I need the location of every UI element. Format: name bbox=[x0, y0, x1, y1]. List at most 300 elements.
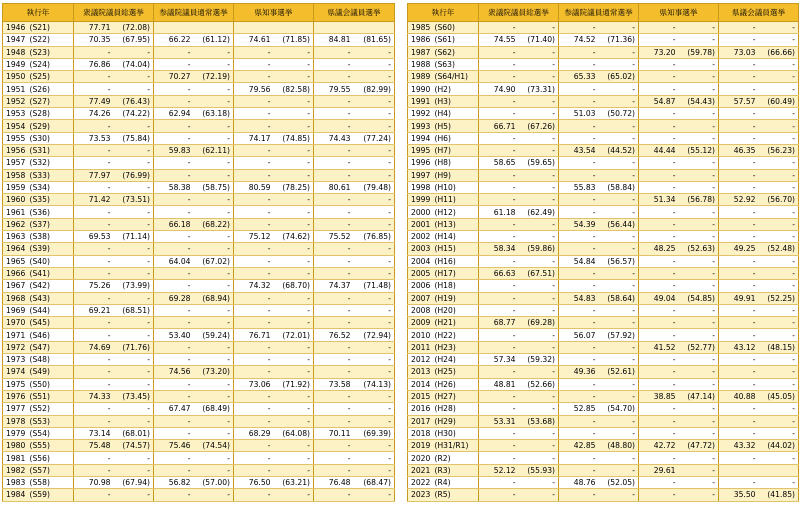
cell-assembly-prev: - bbox=[759, 476, 799, 488]
cell-year: 1974 bbox=[3, 366, 28, 378]
cell-councillors-prev: - bbox=[599, 452, 639, 464]
cell-governor-prev: - bbox=[274, 403, 314, 415]
cell-governor-rate: - bbox=[234, 169, 274, 181]
cell-year: 1993 bbox=[408, 120, 433, 132]
cell-governor-prev: - bbox=[679, 476, 719, 488]
cell-assembly-rate: - bbox=[719, 169, 759, 181]
cell-governor-prev: - bbox=[274, 366, 314, 378]
cell-assembly-prev: (66.66) bbox=[759, 46, 799, 58]
cell-representatives-rate: - bbox=[479, 390, 519, 402]
cell-councillors-rate: 58.38 bbox=[154, 181, 194, 193]
cell-assembly-rate: - bbox=[314, 341, 354, 353]
cell-assembly-rate: 73.58 bbox=[314, 378, 354, 390]
cell-councillors-rate: 48.76 bbox=[559, 476, 599, 488]
cell-year: 1978 bbox=[3, 415, 28, 427]
table-row bbox=[3, 71, 395, 83]
cell-representatives-rate: - bbox=[479, 58, 519, 70]
cell-councillors-rate: 54.83 bbox=[559, 292, 599, 304]
cell-councillors-rate: - bbox=[559, 120, 599, 132]
table-row bbox=[3, 464, 395, 476]
cell-governor-rate: - bbox=[234, 194, 274, 206]
cell-governor-prev: - bbox=[679, 169, 719, 181]
cell-representatives-rate: 66.63 bbox=[479, 267, 519, 279]
table-row bbox=[408, 108, 799, 120]
table-row bbox=[3, 403, 395, 415]
table-row bbox=[3, 120, 395, 132]
cell-assembly-prev: - bbox=[759, 83, 799, 95]
cell-governor-rate: 80.59 bbox=[234, 181, 274, 193]
cell-year: 2020 bbox=[408, 452, 433, 464]
table-row bbox=[408, 231, 799, 243]
cell-representatives-prev: - bbox=[519, 169, 559, 181]
cell-councillors-rate: 51.03 bbox=[559, 108, 599, 120]
cell-councillors-rate: - bbox=[154, 267, 194, 279]
cell-year: 1977 bbox=[3, 403, 28, 415]
cell-assembly-rate bbox=[314, 22, 354, 34]
table-row bbox=[408, 304, 799, 316]
cell-year: 1976 bbox=[3, 390, 28, 402]
cell-governor-prev: - bbox=[679, 415, 719, 427]
cell-representatives-prev: - bbox=[519, 390, 559, 402]
cell-representatives-rate: 66.71 bbox=[479, 120, 519, 132]
cell-representatives-prev: (59.86) bbox=[519, 243, 559, 255]
cell-governor-rate: - bbox=[234, 489, 274, 501]
cell-councillors-prev: (57.92) bbox=[599, 329, 639, 341]
cell-representatives-rate: - bbox=[479, 169, 519, 181]
cell-councillors-rate: - bbox=[559, 317, 599, 329]
cell-governor-prev: - bbox=[274, 255, 314, 267]
cell-year: 2017 bbox=[408, 415, 433, 427]
cell-representatives-prev: - bbox=[114, 403, 154, 415]
cell-governor-rate: - bbox=[639, 329, 679, 341]
cell-representatives-rate: - bbox=[74, 464, 114, 476]
cell-assembly-prev bbox=[759, 464, 799, 476]
cell-representatives-prev: - bbox=[519, 452, 559, 464]
cell-assembly-rate: - bbox=[314, 255, 354, 267]
cell-era: (S50) bbox=[28, 378, 74, 390]
table-row bbox=[3, 22, 395, 34]
cell-era: (H7) bbox=[433, 144, 479, 156]
cell-era: (H23) bbox=[433, 341, 479, 353]
cell-representatives-rate: 76.86 bbox=[74, 58, 114, 70]
cell-councillors-rate: - bbox=[559, 95, 599, 107]
cell-governor-prev: - bbox=[274, 489, 314, 501]
cell-year: 1982 bbox=[3, 464, 28, 476]
cell-representatives-prev: - bbox=[114, 71, 154, 83]
cell-assembly-rate: - bbox=[314, 317, 354, 329]
cell-councillors-prev: (58.84) bbox=[599, 181, 639, 193]
cell-councillors-prev: (62.11) bbox=[194, 144, 234, 156]
cell-year: 2007 bbox=[408, 292, 433, 304]
cell-councillors-rate: 75.46 bbox=[154, 440, 194, 452]
cell-representatives-rate: 77.49 bbox=[74, 95, 114, 107]
cell-governor-prev: - bbox=[274, 354, 314, 366]
cell-representatives-prev: (59.32) bbox=[519, 354, 559, 366]
cell-councillors-prev: (71.36) bbox=[599, 34, 639, 46]
cell-year: 1964 bbox=[3, 243, 28, 255]
table-row bbox=[408, 440, 799, 452]
cell-assembly-prev: (41.85) bbox=[759, 489, 799, 501]
table-row bbox=[3, 476, 395, 488]
table-row bbox=[3, 218, 395, 230]
cell-assembly-rate: - bbox=[314, 71, 354, 83]
cell-era: (S28) bbox=[28, 108, 74, 120]
table-row bbox=[408, 83, 799, 95]
cell-governor-rate: - bbox=[639, 22, 679, 34]
cell-era: (H28) bbox=[433, 403, 479, 415]
cell-councillors-prev: - bbox=[599, 427, 639, 439]
cell-councillors-rate: - bbox=[154, 304, 194, 316]
cell-assembly-prev: - bbox=[354, 157, 395, 169]
cell-councillors-prev: (59.24) bbox=[194, 329, 234, 341]
cell-assembly-prev: - bbox=[354, 95, 395, 107]
cell-era: (R4) bbox=[433, 476, 479, 488]
cell-year: 2013 bbox=[408, 366, 433, 378]
cell-councillors-rate: - bbox=[559, 58, 599, 70]
cell-governor-rate: - bbox=[234, 304, 274, 316]
cell-year: 1991 bbox=[408, 95, 433, 107]
cell-year: 2014 bbox=[408, 378, 433, 390]
cell-councillors-rate bbox=[154, 22, 194, 34]
cell-era: (S33) bbox=[28, 169, 74, 181]
cell-representatives-rate: - bbox=[479, 280, 519, 292]
cell-councillors-rate: - bbox=[154, 46, 194, 58]
cell-governor-rate: - bbox=[639, 317, 679, 329]
cell-era: (S22) bbox=[28, 34, 74, 46]
cell-governor-rate: 68.29 bbox=[234, 427, 274, 439]
cell-councillors-rate: - bbox=[559, 132, 599, 144]
cell-councillors-rate: 66.18 bbox=[154, 218, 194, 230]
cell-representatives-rate: - bbox=[479, 304, 519, 316]
cell-governor-prev: - bbox=[679, 132, 719, 144]
cell-assembly-rate: - bbox=[314, 218, 354, 230]
cell-year: 2019 bbox=[408, 440, 433, 452]
cell-councillors-rate: - bbox=[559, 194, 599, 206]
cell-assembly-rate: - bbox=[719, 255, 759, 267]
cell-era: (S21) bbox=[28, 22, 74, 34]
cell-councillors-prev: (44.52) bbox=[599, 144, 639, 156]
table-row bbox=[3, 194, 395, 206]
cell-representatives-prev: (73.51) bbox=[114, 194, 154, 206]
cell-governor-prev: - bbox=[274, 71, 314, 83]
cell-councillors-rate: - bbox=[154, 427, 194, 439]
cell-representatives-prev: - bbox=[114, 218, 154, 230]
cell-assembly-rate: 76.48 bbox=[314, 476, 354, 488]
cell-representatives-prev: (67.95) bbox=[114, 34, 154, 46]
cell-representatives-rate: 74.33 bbox=[74, 390, 114, 402]
cell-governor-rate: - bbox=[234, 292, 274, 304]
cell-governor-prev: - bbox=[274, 304, 314, 316]
cell-assembly-rate: - bbox=[314, 95, 354, 107]
cell-representatives-prev: - bbox=[519, 144, 559, 156]
cell-governor-rate: - bbox=[234, 243, 274, 255]
cell-councillors-rate: - bbox=[154, 120, 194, 132]
cell-assembly-rate: - bbox=[314, 292, 354, 304]
table-row bbox=[408, 95, 799, 107]
cell-governor-prev: - bbox=[274, 464, 314, 476]
cell-governor-rate: - bbox=[234, 415, 274, 427]
cell-assembly-rate: - bbox=[719, 354, 759, 366]
cell-councillors-prev: (67.02) bbox=[194, 255, 234, 267]
cell-governor-rate: 54.87 bbox=[639, 95, 679, 107]
cell-governor-prev: - bbox=[274, 206, 314, 218]
cell-governor-prev: - bbox=[679, 206, 719, 218]
cell-governor-rate: 73.20 bbox=[639, 46, 679, 58]
cell-era: (S44) bbox=[28, 304, 74, 316]
cell-representatives-prev: - bbox=[519, 292, 559, 304]
table-row bbox=[3, 329, 395, 341]
cell-governor-prev: - bbox=[679, 255, 719, 267]
cell-councillors-rate: - bbox=[559, 427, 599, 439]
cell-representatives-rate: - bbox=[74, 144, 114, 156]
cell-governor-rate: - bbox=[639, 354, 679, 366]
cell-governor-prev: (68.70) bbox=[274, 280, 314, 292]
cell-governor-prev: (52.77) bbox=[679, 341, 719, 353]
cell-councillors-prev: (52.61) bbox=[599, 366, 639, 378]
cell-representatives-prev: - bbox=[114, 329, 154, 341]
cell-councillors-prev: - bbox=[194, 280, 234, 292]
cell-assembly-prev: (79.48) bbox=[354, 181, 395, 193]
cell-assembly-rate: - bbox=[719, 452, 759, 464]
cell-governor-prev: - bbox=[679, 329, 719, 341]
cell-year: 2016 bbox=[408, 403, 433, 415]
cell-representatives-rate: - bbox=[74, 83, 114, 95]
cell-era: (H18) bbox=[433, 280, 479, 292]
cell-era: (S59) bbox=[28, 489, 74, 501]
cell-representatives-prev: (67.94) bbox=[114, 476, 154, 488]
table-row bbox=[408, 22, 799, 34]
cell-era: (H11) bbox=[433, 194, 479, 206]
cell-assembly-rate: - bbox=[719, 317, 759, 329]
cell-assembly-rate: - bbox=[719, 304, 759, 316]
header-house-representatives: 衆議院議員総選挙 bbox=[74, 4, 154, 22]
cell-era: (S52) bbox=[28, 403, 74, 415]
cell-councillors-rate: 59.83 bbox=[154, 144, 194, 156]
cell-councillors-prev: (50.72) bbox=[599, 108, 639, 120]
cell-councillors-prev: - bbox=[599, 132, 639, 144]
cell-era: (S54) bbox=[28, 427, 74, 439]
cell-councillors-rate: - bbox=[154, 231, 194, 243]
cell-representatives-prev: - bbox=[114, 181, 154, 193]
table-row bbox=[3, 169, 395, 181]
cell-representatives-rate: - bbox=[74, 378, 114, 390]
cell-year: 1987 bbox=[408, 46, 433, 58]
cell-representatives-rate: - bbox=[479, 218, 519, 230]
cell-year: 1960 bbox=[3, 194, 28, 206]
cell-assembly-rate: - bbox=[314, 304, 354, 316]
cell-era: (S25) bbox=[28, 71, 74, 83]
cell-era: (H6) bbox=[433, 132, 479, 144]
table-row bbox=[408, 452, 799, 464]
cell-representatives-prev: - bbox=[114, 378, 154, 390]
cell-councillors-rate: 69.28 bbox=[154, 292, 194, 304]
table-row bbox=[408, 280, 799, 292]
cell-representatives-rate: - bbox=[479, 71, 519, 83]
cell-governor-rate: - bbox=[639, 169, 679, 181]
cell-assembly-prev: (56.70) bbox=[759, 194, 799, 206]
cell-governor-rate: 76.71 bbox=[234, 329, 274, 341]
cell-councillors-prev: (73.20) bbox=[194, 366, 234, 378]
cell-year: 1990 bbox=[408, 83, 433, 95]
cell-representatives-prev: - bbox=[114, 267, 154, 279]
cell-governor-prev: - bbox=[679, 427, 719, 439]
cell-governor-prev: - bbox=[679, 366, 719, 378]
cell-assembly-prev: - bbox=[759, 403, 799, 415]
cell-assembly-prev: - bbox=[759, 181, 799, 193]
cell-assembly-rate: - bbox=[719, 329, 759, 341]
cell-councillors-prev: - bbox=[194, 390, 234, 402]
cell-assembly-rate: - bbox=[314, 403, 354, 415]
cell-councillors-rate: 62.94 bbox=[154, 108, 194, 120]
cell-councillors-rate: - bbox=[559, 243, 599, 255]
cell-assembly-rate: - bbox=[314, 452, 354, 464]
cell-assembly-prev: - bbox=[354, 341, 395, 353]
cell-year: 1975 bbox=[3, 378, 28, 390]
cell-governor-prev: - bbox=[274, 46, 314, 58]
cell-representatives-rate: 73.53 bbox=[74, 132, 114, 144]
cell-governor-rate: - bbox=[639, 427, 679, 439]
cell-era: (S27) bbox=[28, 95, 74, 107]
cell-representatives-rate: - bbox=[479, 329, 519, 341]
cell-representatives-rate: 71.42 bbox=[74, 194, 114, 206]
cell-governor-rate: - bbox=[639, 255, 679, 267]
cell-era: (H15) bbox=[433, 243, 479, 255]
cell-era: (S38) bbox=[28, 231, 74, 243]
cell-assembly-prev: (68.47) bbox=[354, 476, 395, 488]
cell-assembly-prev: - bbox=[759, 366, 799, 378]
cell-representatives-rate: 61.18 bbox=[479, 206, 519, 218]
cell-representatives-prev: (76.99) bbox=[114, 169, 154, 181]
cell-representatives-prev: - bbox=[519, 329, 559, 341]
cell-councillors-rate: 49.36 bbox=[559, 366, 599, 378]
cell-councillors-prev: - bbox=[194, 194, 234, 206]
cell-governor-prev: - bbox=[679, 354, 719, 366]
cell-assembly-prev: (44.02) bbox=[759, 440, 799, 452]
cell-assembly-prev: - bbox=[759, 218, 799, 230]
cell-year: 2012 bbox=[408, 354, 433, 366]
cell-governor-rate: - bbox=[234, 157, 274, 169]
cell-councillors-prev: (63.18) bbox=[194, 108, 234, 120]
cell-governor-prev: - bbox=[679, 464, 719, 476]
cell-assembly-prev: - bbox=[759, 34, 799, 46]
cell-representatives-prev: - bbox=[519, 489, 559, 501]
cell-councillors-prev: - bbox=[599, 22, 639, 34]
cell-representatives-rate: - bbox=[74, 415, 114, 427]
cell-assembly-rate: 35.50 bbox=[719, 489, 759, 501]
cell-governor-rate: 79.56 bbox=[234, 83, 274, 95]
cell-councillors-prev: - bbox=[194, 304, 234, 316]
cell-assembly-prev: - bbox=[759, 378, 799, 390]
cell-representatives-rate: 70.98 bbox=[74, 476, 114, 488]
cell-representatives-prev: - bbox=[519, 304, 559, 316]
cell-era: (S49) bbox=[28, 366, 74, 378]
cell-councillors-prev: - bbox=[599, 415, 639, 427]
cell-councillors-rate: - bbox=[559, 157, 599, 169]
cell-representatives-rate: - bbox=[479, 440, 519, 452]
cell-representatives-prev: - bbox=[114, 354, 154, 366]
cell-governor-prev: - bbox=[274, 317, 314, 329]
table-row bbox=[408, 34, 799, 46]
cell-assembly-rate: - bbox=[314, 157, 354, 169]
cell-era: (S57) bbox=[28, 464, 74, 476]
cell-councillors-prev: - bbox=[599, 341, 639, 353]
cell-assembly-prev: - bbox=[354, 304, 395, 316]
cell-representatives-rate: - bbox=[479, 427, 519, 439]
table-row bbox=[408, 354, 799, 366]
cell-councillors-rate: - bbox=[154, 194, 194, 206]
cell-representatives-prev: - bbox=[519, 58, 559, 70]
cell-representatives-rate: 48.81 bbox=[479, 378, 519, 390]
cell-assembly-prev: - bbox=[354, 255, 395, 267]
cell-representatives-prev: - bbox=[519, 95, 559, 107]
cell-councillors-rate: - bbox=[559, 22, 599, 34]
cell-governor-prev: (74.85) bbox=[274, 132, 314, 144]
table-row bbox=[3, 366, 395, 378]
cell-assembly-rate: - bbox=[719, 231, 759, 243]
cell-assembly-rate: - bbox=[314, 169, 354, 181]
cell-governor-prev: - bbox=[679, 22, 719, 34]
cell-councillors-prev: - bbox=[599, 206, 639, 218]
cell-assembly-rate: 76.52 bbox=[314, 329, 354, 341]
cell-assembly-rate: 70.11 bbox=[314, 427, 354, 439]
cell-governor-prev: - bbox=[679, 157, 719, 169]
cell-era: (H5) bbox=[433, 120, 479, 132]
cell-assembly-rate: 79.55 bbox=[314, 83, 354, 95]
cell-era: (H21) bbox=[433, 317, 479, 329]
cell-councillors-prev: - bbox=[194, 157, 234, 169]
cell-assembly-prev: (82.99) bbox=[354, 83, 395, 95]
cell-era: (H20) bbox=[433, 304, 479, 316]
cell-representatives-rate: 77.71 bbox=[74, 22, 114, 34]
cell-councillors-rate: - bbox=[559, 452, 599, 464]
table-row bbox=[3, 108, 395, 120]
cell-representatives-prev: - bbox=[114, 255, 154, 267]
cell-councillors-prev: - bbox=[194, 464, 234, 476]
cell-assembly-rate: 84.81 bbox=[314, 34, 354, 46]
cell-representatives-prev: - bbox=[519, 255, 559, 267]
cell-councillors-rate: - bbox=[559, 231, 599, 243]
table-row bbox=[408, 58, 799, 70]
cell-councillors-prev: (56.57) bbox=[599, 255, 639, 267]
cell-councillors-prev: - bbox=[599, 304, 639, 316]
cell-governor-rate: - bbox=[234, 390, 274, 402]
cell-year: 1971 bbox=[3, 329, 28, 341]
cell-governor-prev: (47.72) bbox=[679, 440, 719, 452]
cell-year: 1956 bbox=[3, 144, 28, 156]
cell-representatives-prev: (52.66) bbox=[519, 378, 559, 390]
cell-era: (S39) bbox=[28, 243, 74, 255]
cell-era: (S36) bbox=[28, 206, 74, 218]
cell-governor-rate: - bbox=[639, 280, 679, 292]
cell-councillors-rate: - bbox=[154, 83, 194, 95]
cell-governor-rate bbox=[234, 22, 274, 34]
cell-councillors-rate: 55.83 bbox=[559, 181, 599, 193]
cell-councillors-prev: (57.00) bbox=[194, 476, 234, 488]
cell-representatives-prev: - bbox=[519, 366, 559, 378]
cell-councillors-rate: 65.33 bbox=[559, 71, 599, 83]
cell-era: (S62) bbox=[433, 46, 479, 58]
cell-councillors-prev: (54.70) bbox=[599, 403, 639, 415]
cell-governor-prev: - bbox=[274, 58, 314, 70]
cell-era: (S41) bbox=[28, 267, 74, 279]
cell-representatives-rate: - bbox=[479, 231, 519, 243]
table-row bbox=[3, 46, 395, 58]
cell-representatives-rate: - bbox=[479, 341, 519, 353]
cell-governor-prev: - bbox=[274, 267, 314, 279]
table-row bbox=[408, 181, 799, 193]
cell-councillors-prev: - bbox=[599, 280, 639, 292]
cell-governor-rate: - bbox=[234, 464, 274, 476]
